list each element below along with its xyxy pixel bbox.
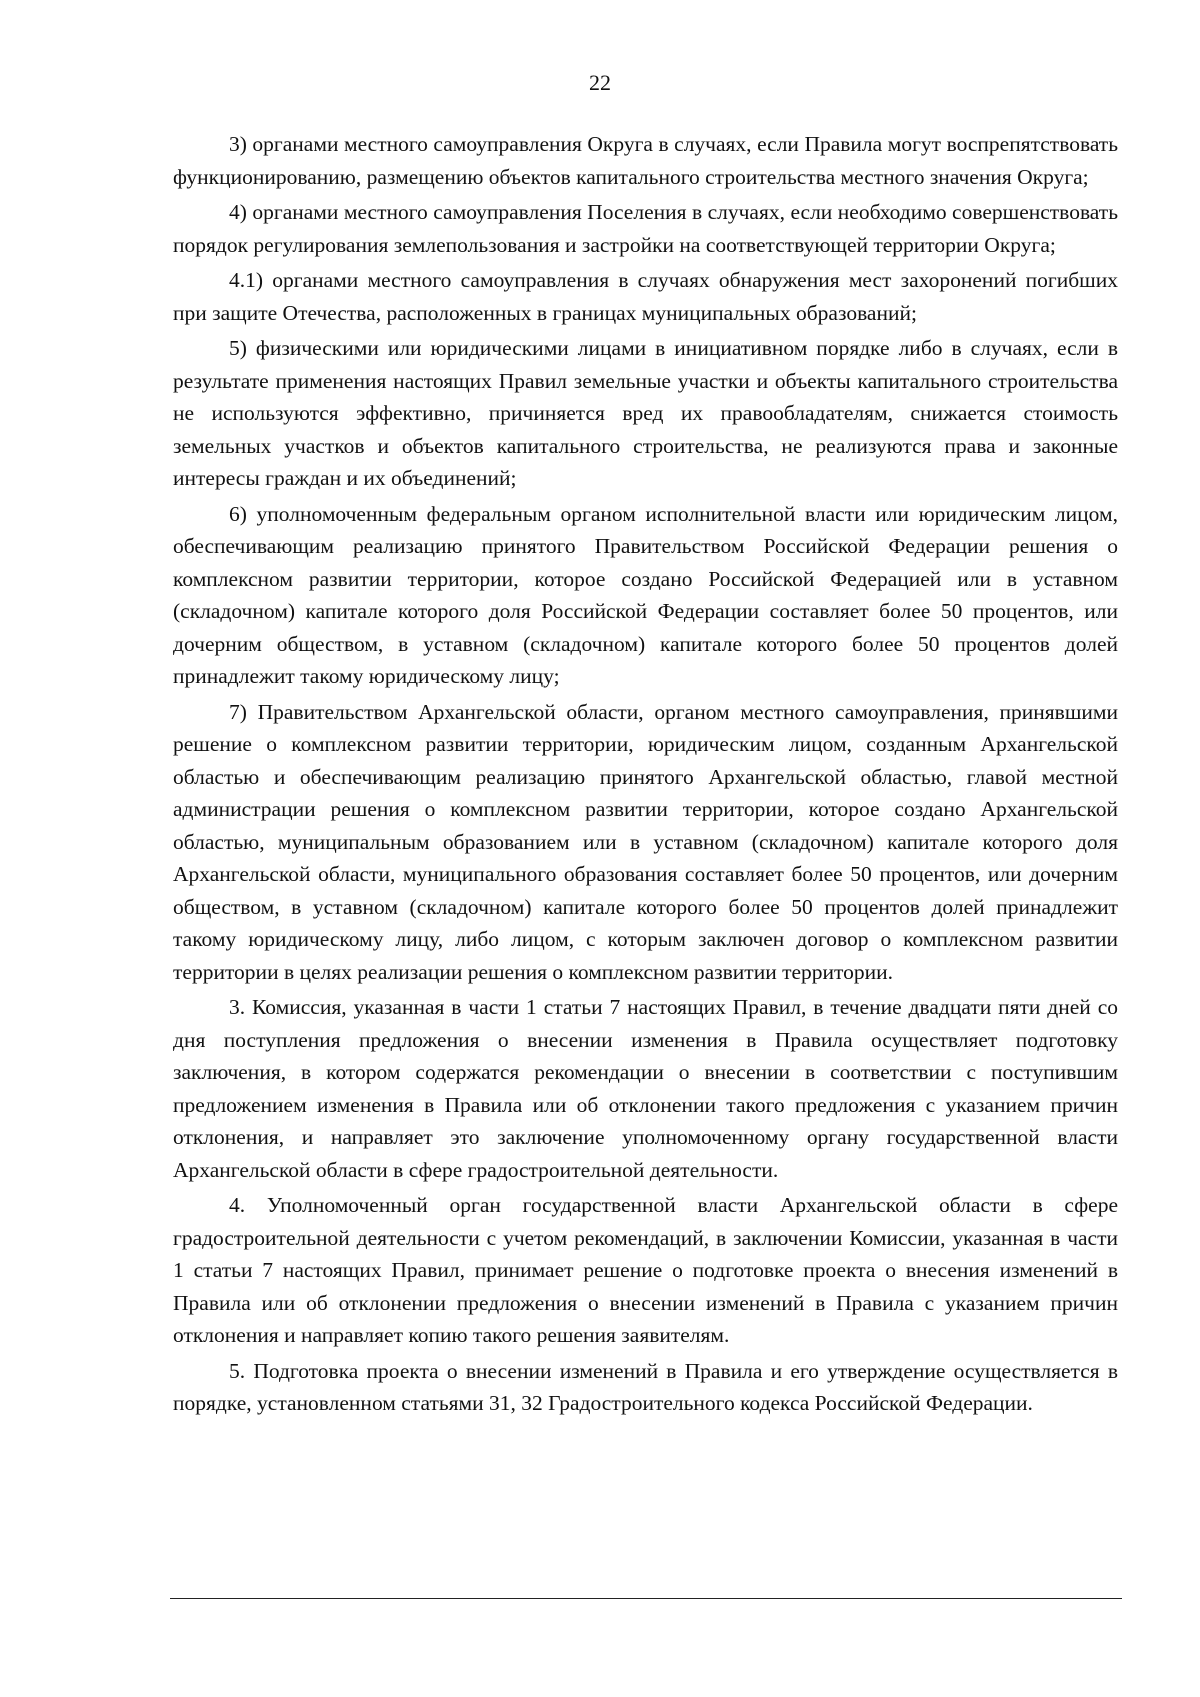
page-number: 22 [589,70,611,95]
paragraph-item-7: 7) Правительством Архангельской области, органом местного самоуправления, принявшими решение о комплексном развитии территории, юридическим лицом, созданным Архангельской областью и обеспечивающим реализацию принятого Архангельской областью, главой местной администрации решения о комплексном развитии территории, которое создано Архангельской областью, муниципальным образованием или в уставном (складочном) капитале которого доля Архангельской области, муниципального образования составляет более 50 процентов, или дочерним обществом, в уставном (складочном) капитале которого более 50 процентов долей принадлежит такому юридическому лицу, либо лицом, с которым заключен договор о комплексном развитии территории в целях реализации решения о комплексном развитии территории. [173,699,1118,984]
paragraph-item-6: 6) уполномоченным федеральным органом исполнительной власти или юридическим лицом, обеспечивающим реализацию принятого Правительством Российской Федерации решения о комплексном развитии территории, которое создано Российской Федерацией или в уставном (складочном) капитале которого доля Российской Федерации составляет более 50 процентов, или дочерним обществом, в уставном (складочном) капитале которого более 50 процентов долей принадлежит такому юридическому лицу; [173,501,1118,688]
paragraph-clause-3: 3. Комиссия, указанная в части 1 статьи 7 настоящих Правил, в течение двадцати пяти дней со дня поступления предложения о внесении изменения в Правила осуществляет подготовку заключения, в котором содержатся рекомендации о внесении в соответствии с поступившим предложением изменения в Правила или об отклонении такого предложения с указанием причин отклонения, и направляет это заключение уполномоченному органу государственной власти Архангельской области в сфере градостроительной деятельности. [173,995,1118,1182]
paragraph-clause-4: 4. Уполномоченный орган государственной власти Архангельской области в сфере градостроительной деятельности с учетом рекомендаций, в заключении Комиссии, указанная в части 1 статьи 7 настоящих Правил, принимает решение о подготовке проекта о внесения изменений в Правила или об отклонении предложения о внесении изменений в Правила с указанием причин отклонения и направляет копию такого решения заявителям. [173,1193,1118,1347]
paragraph-item-4: 4) органами местного самоуправления Поселения в случаях, если необходимо совершенствовать порядок регулирования землепользования и застройки на соответствующей территории Округа; [173,200,1118,257]
paragraph-item-5: 5) физическими или юридическими лицами в инициативном порядке либо в случаях, если в результате применения настоящих Правил земельные участки и объекты капитального строительства не используются эффективно, причиняется вред их правообладателям, снижается стоимость земельных участков и объектов капитального строительства, не реализуются права и законные интересы граждан и их объединений; [173,336,1118,490]
document-body [173,128,1118,1423]
paragraph-item-4-1: 4.1) органами местного самоуправления в случаях обнаружения мест захоронений погибших при защите Отечества, расположенных в границах муниципальных образований; [173,268,1118,325]
paragraph-item-3: 3) органами местного самоуправления Округа в случаях, если Правила могут воспрепятствовать функционированию, размещению объектов капитального строительства местного значения Округа; [173,132,1118,189]
paragraph-clause-5: 5. Подготовка проекта о внесении изменений в Правила и его утверждение осуществляется в порядке, установленном статьями 31, 32 Градостроительного кодекса Российской Федерации. [173,1358,1118,1415]
footer-divider [170,1598,1122,1599]
